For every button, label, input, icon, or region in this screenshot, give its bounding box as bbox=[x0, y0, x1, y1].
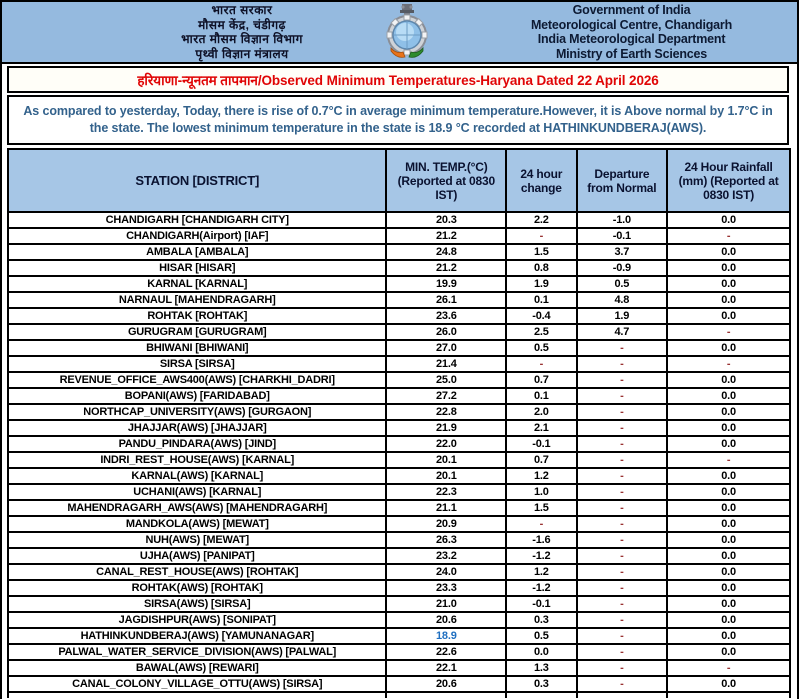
rainfall-cell: 0.0 bbox=[667, 484, 790, 500]
org-english-line4: Ministry of Earth Sciences bbox=[555, 46, 708, 61]
station-cell: KARNAL [KARNAL] bbox=[8, 276, 386, 292]
header-24h-change: 24 hour change bbox=[506, 149, 576, 212]
table-row bbox=[8, 388, 790, 404]
table-row bbox=[8, 420, 790, 436]
rainfall-cell: 0.0 bbox=[667, 212, 790, 228]
change-cell: 0.8 bbox=[506, 260, 576, 276]
change-cell: - bbox=[506, 228, 576, 244]
bulletin-title: हरियाणा-न्यूनतम तापमान/Observed Minimum Temperatures-Haryana Dated 22 April 2026 bbox=[7, 66, 789, 93]
departure-cell: - bbox=[577, 452, 668, 468]
rainfall-cell: 0.0 bbox=[667, 420, 790, 436]
change-cell: - bbox=[506, 516, 576, 532]
change-cell: 0.3 bbox=[506, 676, 576, 692]
min-temp-cell: 21.2 bbox=[386, 228, 506, 244]
org-hindi-line3: भारत मौसम विज्ञान विभाग bbox=[181, 32, 303, 46]
station-cell: CHANDIGARH [CHANDIGARH CITY] bbox=[8, 212, 386, 228]
station-cell: NUH(AWS) [MEWAT] bbox=[8, 532, 386, 548]
change-cell: 1.9 bbox=[506, 276, 576, 292]
min-temp-cell: 23.3 bbox=[386, 580, 506, 596]
min-temp-cell: 22.1 bbox=[386, 660, 506, 676]
org-english-line2: Meteorological Centre, Chandigarh bbox=[530, 17, 733, 32]
departure-cell: - bbox=[577, 500, 668, 516]
change-cell: 0.1 bbox=[506, 388, 576, 404]
change-cell: 1.3 bbox=[506, 660, 576, 676]
departure-cell: 3.7 bbox=[577, 244, 668, 260]
rainfall-cell: 0.0 bbox=[667, 276, 790, 292]
departure-cell bbox=[577, 692, 668, 698]
station-cell: MAHENDRAGARH_AWS(AWS) [MAHENDRAGARH] bbox=[8, 500, 386, 516]
imd-logo bbox=[370, 3, 444, 61]
org-english-line1: Government of India bbox=[572, 3, 691, 17]
table-row bbox=[8, 676, 790, 692]
table-row bbox=[8, 516, 790, 532]
min-temp-cell: 24.0 bbox=[386, 564, 506, 580]
table-row bbox=[8, 660, 790, 676]
station-cell: ROHTAK(AWS) [ROHTAK] bbox=[8, 580, 386, 596]
station-cell: SIRSA [SIRSA] bbox=[8, 356, 386, 372]
change-cell: 0.5 bbox=[506, 340, 576, 356]
table-row bbox=[8, 308, 790, 324]
rainfall-cell: 0.0 bbox=[667, 612, 790, 628]
table-row bbox=[8, 564, 790, 580]
departure-cell: 0.5 bbox=[577, 276, 668, 292]
rainfall-cell: 0.0 bbox=[667, 644, 790, 660]
rainfall-cell: 0.0 bbox=[667, 516, 790, 532]
table-row bbox=[8, 452, 790, 468]
rainfall-cell: 0.0 bbox=[667, 580, 790, 596]
table-row bbox=[8, 260, 790, 276]
org-hindi-line1: भारत सरकार bbox=[211, 3, 273, 17]
table-row bbox=[8, 340, 790, 356]
min-temp-cell: 26.1 bbox=[386, 292, 506, 308]
rainfall-cell: 0.0 bbox=[667, 372, 790, 388]
change-cell: 2.2 bbox=[506, 212, 576, 228]
min-temp-cell: 21.4 bbox=[386, 356, 506, 372]
table-row bbox=[8, 276, 790, 292]
station-cell: CHANDIGARH(Airport) [IAF] bbox=[8, 228, 386, 244]
rainfall-cell: 0.0 bbox=[667, 468, 790, 484]
change-cell: 1.0 bbox=[506, 484, 576, 500]
departure-cell: - bbox=[577, 612, 668, 628]
change-cell: 0.7 bbox=[506, 452, 576, 468]
change-cell: 0.5 bbox=[506, 628, 576, 644]
table-row bbox=[8, 612, 790, 628]
org-hindi-line4: पृथ्वी विज्ञान मंत्रालय bbox=[195, 46, 289, 61]
table-row bbox=[8, 532, 790, 548]
departure-cell: - bbox=[577, 516, 668, 532]
change-cell: 0.1 bbox=[506, 292, 576, 308]
rainfall-cell: 0.0 bbox=[667, 388, 790, 404]
station-cell: BAWAL(AWS) [REWARI] bbox=[8, 660, 386, 676]
min-temp-cell: 20.6 bbox=[386, 676, 506, 692]
station-cell: HATHINKUNDBERAJ(AWS) [YAMUNANAGAR] bbox=[8, 628, 386, 644]
table-header bbox=[8, 149, 790, 212]
change-cell: 0.7 bbox=[506, 372, 576, 388]
station-cell: BOPANI(AWS) [FARIDABAD] bbox=[8, 388, 386, 404]
change-cell: - bbox=[506, 356, 576, 372]
table-row bbox=[8, 244, 790, 260]
change-cell: -1.2 bbox=[506, 548, 576, 564]
min-temp-cell: 22.0 bbox=[386, 436, 506, 452]
min-temp-cell: 21.0 bbox=[386, 596, 506, 612]
departure-cell: - bbox=[577, 676, 668, 692]
departure-cell: - bbox=[577, 468, 668, 484]
rainfall-cell: - bbox=[667, 660, 790, 676]
table-row bbox=[8, 436, 790, 452]
table-row bbox=[8, 212, 790, 228]
table-row bbox=[8, 372, 790, 388]
min-temp-cell: 20.9 bbox=[386, 516, 506, 532]
departure-cell: - bbox=[577, 564, 668, 580]
min-temp-cell: 27.0 bbox=[386, 340, 506, 356]
min-temp-cell: 27.2 bbox=[386, 388, 506, 404]
table-row bbox=[8, 500, 790, 516]
table-row bbox=[8, 596, 790, 612]
departure-cell: - bbox=[577, 580, 668, 596]
min-temp-cell: 22.6 bbox=[386, 644, 506, 660]
header-departure-normal: Departure from Normal bbox=[577, 149, 668, 212]
station-cell: NARNAUL [MAHENDRAGARH] bbox=[8, 292, 386, 308]
departure-cell: 4.8 bbox=[577, 292, 668, 308]
station-cell: JAGDISHPUR(AWS) [SONIPAT] bbox=[8, 612, 386, 628]
station-cell: JHAJJAR(AWS) [JHAJJAR] bbox=[8, 420, 386, 436]
departure-cell: - bbox=[577, 420, 668, 436]
min-temp-cell: 20.1 bbox=[386, 468, 506, 484]
min-temp-cell: 20.3 bbox=[386, 212, 506, 228]
departure-cell: -1.0 bbox=[577, 212, 668, 228]
station-cell: INDRI_REST_HOUSE(AWS) [KARNAL] bbox=[8, 452, 386, 468]
departure-cell: - bbox=[577, 340, 668, 356]
change-cell: 1.5 bbox=[506, 244, 576, 260]
rainfall-cell: 0.0 bbox=[667, 260, 790, 276]
rainfall-cell: 0.0 bbox=[667, 436, 790, 452]
station-cell: UJHA(AWS) [PANIPAT] bbox=[8, 548, 386, 564]
min-temp-cell: 21.1 bbox=[386, 500, 506, 516]
station-cell: UCHANI(AWS) [KARNAL] bbox=[8, 484, 386, 500]
departure-cell: - bbox=[577, 388, 668, 404]
table-row bbox=[8, 404, 790, 420]
change-cell: 2.0 bbox=[506, 404, 576, 420]
rainfall-cell: - bbox=[667, 228, 790, 244]
min-temp-cell: 23.2 bbox=[386, 548, 506, 564]
table-row bbox=[8, 292, 790, 308]
table-body bbox=[8, 212, 790, 698]
station-cell: AMBALA [AMBALA] bbox=[8, 244, 386, 260]
table-row bbox=[8, 628, 790, 644]
table-row bbox=[8, 324, 790, 340]
station-cell: ROHTAK [ROHTAK] bbox=[8, 308, 386, 324]
header-min-temp: MIN. TEMP.(°C) (Reported at 0830 IST) bbox=[386, 149, 506, 212]
imd-emblem-icon bbox=[381, 3, 433, 61]
table-row bbox=[8, 644, 790, 660]
rainfall-cell: 0.0 bbox=[667, 628, 790, 644]
rainfall-cell: 0.0 bbox=[667, 564, 790, 580]
departure-cell: - bbox=[577, 372, 668, 388]
departure-cell: - bbox=[577, 628, 668, 644]
departure-cell: - bbox=[577, 436, 668, 452]
change-cell: 2.5 bbox=[506, 324, 576, 340]
rainfall-cell: - bbox=[667, 324, 790, 340]
change-cell: 2.1 bbox=[506, 420, 576, 436]
table-row bbox=[8, 356, 790, 372]
station-cell: REVENUE_OFFICE_AWS400(AWS) [CHARKHI_DADRI] bbox=[8, 372, 386, 388]
min-temp-cell: 18.9 bbox=[386, 628, 506, 644]
departure-cell: - bbox=[577, 548, 668, 564]
org-english-line3: India Meteorological Department bbox=[537, 32, 726, 46]
table-row bbox=[8, 548, 790, 564]
min-temp-cell: 19.9 bbox=[386, 276, 506, 292]
change-cell: 1.2 bbox=[506, 564, 576, 580]
station-cell: BHIWANI [BHIWANI] bbox=[8, 340, 386, 356]
change-cell: -1.6 bbox=[506, 532, 576, 548]
station-cell: CANAL_COLONY_VILLAGE_OTTU(AWS) [SIRSA] bbox=[8, 676, 386, 692]
min-temp-cell: 21.2 bbox=[386, 260, 506, 276]
rainfall-cell: - bbox=[667, 452, 790, 468]
change-cell: -0.1 bbox=[506, 596, 576, 612]
change-cell: -0.4 bbox=[506, 308, 576, 324]
departure-cell: - bbox=[577, 404, 668, 420]
min-temp-cell: 25.0 bbox=[386, 372, 506, 388]
min-temp-cell: 26.0 bbox=[386, 324, 506, 340]
departure-cell: - bbox=[577, 356, 668, 372]
station-cell: CANAL_REST_HOUSE(AWS) [ROHTAK] bbox=[8, 564, 386, 580]
rainfall-cell: 0.0 bbox=[667, 308, 790, 324]
min-temp-cell: 22.3 bbox=[386, 484, 506, 500]
rainfall-cell: 0.0 bbox=[667, 244, 790, 260]
departure-cell: - bbox=[577, 596, 668, 612]
change-cell: 1.2 bbox=[506, 468, 576, 484]
min-temp-cell bbox=[386, 692, 506, 698]
station-cell: HISAR [HISAR] bbox=[8, 260, 386, 276]
change-cell: 0.3 bbox=[506, 612, 576, 628]
org-hindi-line2: मौसम केंद्र, चंडीगढ़ bbox=[198, 17, 286, 32]
min-temp-cell: 23.6 bbox=[386, 308, 506, 324]
change-cell: 1.5 bbox=[506, 500, 576, 516]
departure-cell: 4.7 bbox=[577, 324, 668, 340]
change-cell: 0.0 bbox=[506, 644, 576, 660]
station-cell: GURUGRAM [GURUGRAM] bbox=[8, 324, 386, 340]
change-cell: -0.1 bbox=[506, 436, 576, 452]
temperature-table bbox=[7, 148, 791, 698]
org-header-band bbox=[2, 2, 797, 64]
org-name-hindi bbox=[2, 3, 370, 61]
departure-cell: -0.9 bbox=[577, 260, 668, 276]
rainfall-cell: 0.0 bbox=[667, 676, 790, 692]
rainfall-cell: 0.0 bbox=[667, 500, 790, 516]
change-cell: -1.2 bbox=[506, 580, 576, 596]
station-cell: NORTHCAP_UNIVERSITY(AWS) [GURGAON] bbox=[8, 404, 386, 420]
departure-cell: -0.1 bbox=[577, 228, 668, 244]
rainfall-cell: - bbox=[667, 356, 790, 372]
departure-cell: - bbox=[577, 532, 668, 548]
departure-cell: - bbox=[577, 644, 668, 660]
org-name-english bbox=[444, 3, 797, 61]
station-cell bbox=[8, 692, 386, 698]
table-row bbox=[8, 228, 790, 244]
header-station-district: STATION [DISTRICT] bbox=[8, 149, 386, 212]
rainfall-cell: 0.0 bbox=[667, 404, 790, 420]
summary-note: As compared to yesterday, Today, there is rise of 0.7°C in average minimum temperature.However, it is Above normal by 1.7°C in the state. The lowest minimum temperature in the state is 18.9 °C recorded at HATHINKUNDBERAJ(AWS). bbox=[7, 95, 789, 145]
header-24h-rainfall: 24 Hour Rainfall (mm) (Reported at 0830 IST) bbox=[667, 149, 790, 212]
station-cell: KARNAL(AWS) [KARNAL] bbox=[8, 468, 386, 484]
change-cell bbox=[506, 692, 576, 698]
rainfall-cell: 0.0 bbox=[667, 548, 790, 564]
rainfall-cell bbox=[667, 692, 790, 698]
rainfall-cell: 0.0 bbox=[667, 596, 790, 612]
rainfall-cell: 0.0 bbox=[667, 532, 790, 548]
min-temp-cell: 20.1 bbox=[386, 452, 506, 468]
min-temp-cell: 22.8 bbox=[386, 404, 506, 420]
rainfall-cell: 0.0 bbox=[667, 292, 790, 308]
station-cell: PANDU_PINDARA(AWS) [JIND] bbox=[8, 436, 386, 452]
departure-cell: - bbox=[577, 484, 668, 500]
table-row bbox=[8, 484, 790, 500]
table-row bbox=[8, 580, 790, 596]
table-row bbox=[8, 692, 790, 698]
departure-cell: 1.9 bbox=[577, 308, 668, 324]
departure-cell: - bbox=[577, 660, 668, 676]
min-temp-cell: 21.9 bbox=[386, 420, 506, 436]
min-temp-cell: 24.8 bbox=[386, 244, 506, 260]
rainfall-cell: 0.0 bbox=[667, 340, 790, 356]
min-temp-cell: 26.3 bbox=[386, 532, 506, 548]
station-cell: MANDKOLA(AWS) [MEWAT] bbox=[8, 516, 386, 532]
table-row bbox=[8, 468, 790, 484]
station-cell: SIRSA(AWS) [SIRSA] bbox=[8, 596, 386, 612]
min-temp-cell: 20.6 bbox=[386, 612, 506, 628]
station-cell: PALWAL_WATER_SERVICE_DIVISION(AWS) [PALWAL] bbox=[8, 644, 386, 660]
